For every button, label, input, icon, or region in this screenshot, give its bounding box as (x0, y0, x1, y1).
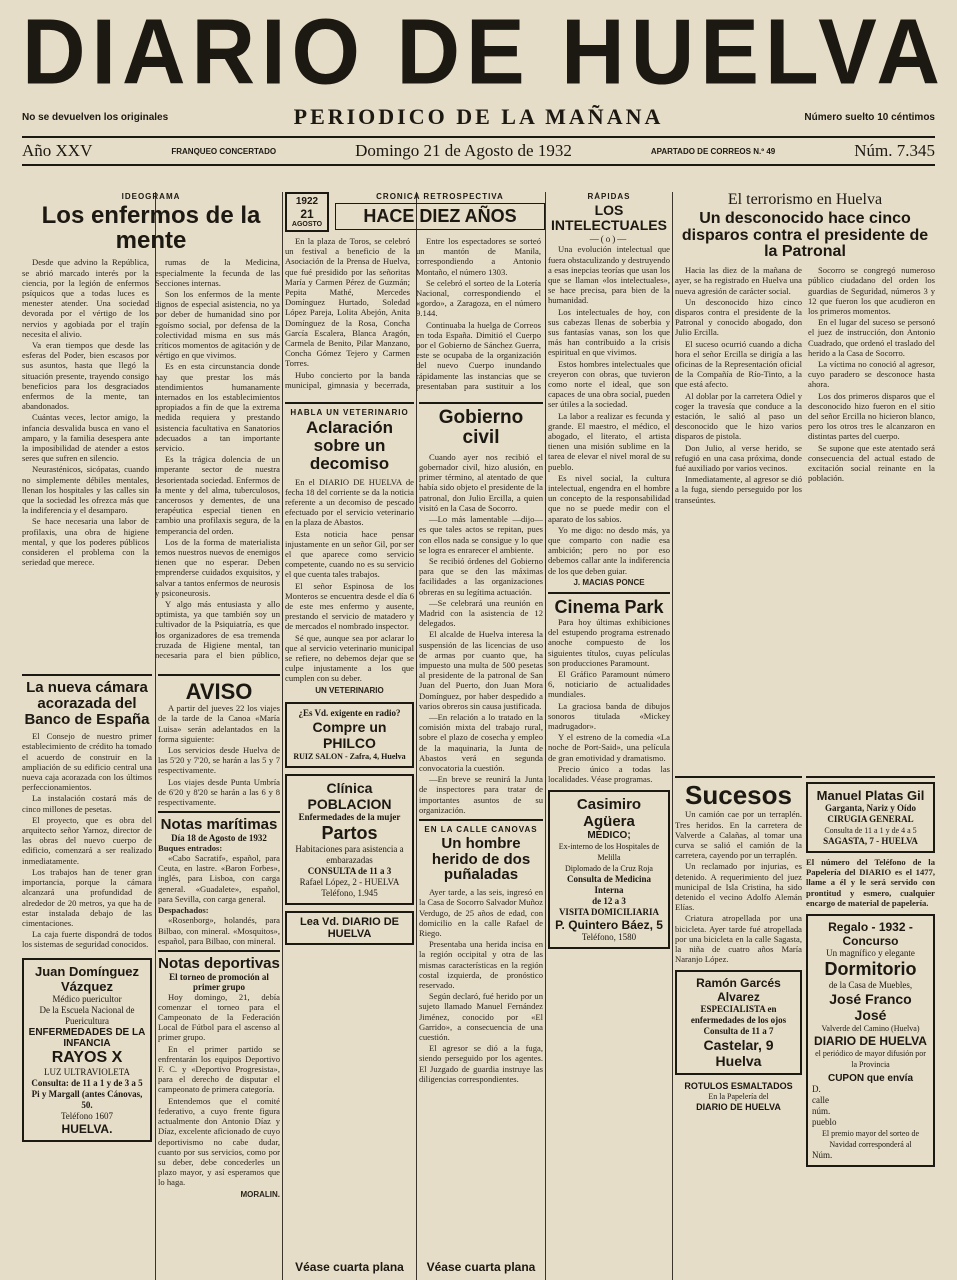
concurso-l1: Regalo - 1932 - Concurso (828, 920, 913, 949)
rotulos-l1: ROTULOS ESMALTADOS (684, 1081, 793, 1092)
ideograma-tag: IDEOGRAMA (121, 192, 181, 201)
canovas-p4: El agresor se dió a la fuga, siendo perseguido por los agentes. El Juzgado de guardia instruye las diligencias correspondientes. (419, 1043, 543, 1084)
retro-left-p1: En la plaza de Toros, se celebró un festival a beneficio de la Asociación de la Prensa de Huelva, que fué presidido por las señoritas María y Carmen Pérez de Guzmán; Pepita Mathé, Mercedes Domínguez Hurtado, Soledad López Pareja, Lolita Abejón, Anita Domínguez de la Rosa, Concha García Escalera, Blanca Aragón, Carmela de Benito, Pilar Manzano, Concha Gómez Tejero y Carmen Torres. (285, 236, 410, 369)
sucesos-p2: Un reclamado por injurias, es detenido. A requerimiento del juez municipal de Isla Cristina, ha sido detenido el vecino Adolfo Alemán Elías. (675, 861, 802, 913)
concurso-l5: José Franco José (829, 991, 912, 1024)
aguera-l4: Diplomado de la Cruz Roja (565, 864, 653, 874)
concurso-l13: pueblo (812, 1117, 837, 1128)
sucesos-p3: Criatura atropellada por una bicicleta. Ayer tarde fué atropellada por una bicicleta en la calle Sagasta, la niña de cuatro años María Naranjo López. (675, 913, 802, 965)
dominguez-l5: LUZ ULTRAVIOLETA (43, 1066, 131, 1077)
franqueo: FRANQUEO CONCERTADO (171, 146, 277, 156)
retrospectiva-tag: CRONICA RETROSPECTIVA (376, 192, 504, 201)
issue-number: Núm. 7.345 (854, 141, 935, 160)
aviso-p3: Los viajes desde Punta Umbría de 6'20 y 8'20 se harán a las 6 y 8 respectivamente. (158, 776, 280, 807)
camara-p3: El proyecto, que es obra del arquitecto señor Yarnoz, director de las obras del nuevo cuerpo de edificio, comenzará a ser realizado inmediatamente. (22, 814, 152, 866)
dominguez-l8: Teléfono 1607 (60, 1110, 114, 1121)
maritimas-despachados-label: Despachados: (158, 905, 209, 916)
aviso-title: AVISO (185, 679, 253, 704)
aguera-l1: Casimiro Agüera (576, 796, 642, 831)
aguera-l9: Teléfono, 1580 (581, 932, 637, 943)
philco-ad (285, 702, 414, 768)
concurso-l2: Un magnífico y elegante (826, 948, 915, 959)
column-5 (548, 192, 670, 1280)
terror-left-p2: Un desconocido hizo cinco disparos contra el presidente de la Patronal y conocido abogado, don Julio Ercilla. (675, 296, 802, 338)
concurso-l15: Núm. (812, 1150, 833, 1161)
clinica-l6: Rafael López, 2 - HUELVA (299, 876, 400, 887)
philco-l2: Compre un PHILCO (312, 718, 387, 751)
ideograma-p11: Y algo más entusiasta y allo optimista, ya que también soy un cultivador de la Psiquiatría, es que los organizadores de esa tremenda cruzada de Higiene mental, tan necesaria para el bien público, (155, 599, 280, 661)
sucesos-p1: Un camión cae por un terraplén. Tres heridos. En la carretera de Valverde a Calañas, al tomar una curva se salió el camión de la carretera, cayendo por un terraplén. (675, 809, 802, 861)
deportivas-p3: Entendemos que el comité federativo, a cuyo frente figura actualmente don Antonio Díaz y Díaz, excelente aficionado de cuyo deportivismo no cabe dudar, cuanto por sus servicios, como por su deber, debe concederles un plazo mayor, y así esperamos que lo haga. (158, 1095, 280, 1188)
aguera-ad (548, 790, 670, 949)
ideograma-p5: Se hace necesaria una labor de profilaxis, una obra de higiene mental, y que los poderes públicos consideren el problema con la seriedad que merece. (22, 516, 149, 568)
vet-tag: HABLA UN VETERINARIO (290, 408, 409, 417)
date-box-month: AGOSTO (291, 221, 323, 228)
intelectuales-p2: Los intelectuales de hoy, con sus cabezas llenas de soberbia y sus fantasías vanas, son los que más han contribuido a la crisis espiritual en que vivimos. (548, 306, 670, 358)
camara-headline: La nueva cámara acorazada del Banco de España (24, 679, 150, 728)
retro-right-p1: Entre los espectadores se sorteó un mantón de Manila, correspondiendo a Antonio Montaño, el número 1303. (416, 236, 541, 277)
camara-p5: La caja fuerte dispondrá de todos los sistemas de seguridad conocidos. (22, 929, 152, 950)
dominguez-l2: De la Escuela Nacional de Puericultura (39, 1004, 135, 1026)
camara-p2: La instalación costará más de cinco millones de pesetas. (22, 793, 152, 814)
concurso-l8: el periódico de mayor difusión por la Provincia (815, 1049, 926, 1070)
gobierno-p6: —En relación a lo tratado en la comisión mixta del trabajo rural, sobre el plazo de cosecha y empleo de la maquinaria, la Junta de Abastos verá en segunda convocatoria la cuestión. (419, 711, 543, 773)
aguera-l6: de 12 a 3 (592, 896, 626, 907)
dominguez-l4: RAYOS X (51, 1048, 123, 1066)
sucesos-column (675, 772, 802, 1280)
platas-l5: SAGASTA, 7 - HUELVA (823, 836, 918, 846)
dominguez-ad (22, 958, 152, 1142)
garces-l1: Ramón Garcés Alvarez (696, 976, 781, 1005)
terrorismo-headline: Un desconocido hace cinco disparos contra el presidente de la Patronal (681, 209, 929, 261)
gobierno-p2: —Lo más lamentable —dijo— es que tales actos se repitan, pues con ellos nada se consigue y lo que se logra es enrarecer el ambiente. (419, 514, 543, 555)
intelectuales-headline: LOS INTELECTUALES (551, 202, 667, 233)
clinica-l2: Enfermedades de la mujer (298, 811, 401, 822)
ideograma-p10: Los de la forma de materialista temos nuestros nuevos de enemigos tienen que no esperar. Deben emprenderse cuidados exquisitos, y salvar a tantos enfermos de neurosis y psiconeurosis. (155, 536, 280, 598)
ideograma-p6: rumas de la Medicina, especialmente la fecunda de las Secciones internas. (155, 257, 280, 288)
terror-right-p4: Los dos primeros disparos que el desconocido hizo fueron en el sitio del señor Ercilla no hicieron blanco, pero los otros tres le alcanzaron en distintas partes del cuerpo. (808, 390, 935, 442)
aguera-l8: P. Quintero Báez, 5 (555, 918, 663, 933)
philco-l3: RUIZ SALON - Zafra, 4, Huelva (293, 751, 406, 761)
platas-l3: CIRUGIA GENERAL (827, 814, 914, 824)
retrospectiva-headline: HACE DIEZ AÑOS (335, 203, 545, 230)
dominguez-l7: Pi y Margall (antes Cánovas, 50. (31, 1088, 143, 1110)
date-box-year: 1922 (295, 196, 319, 207)
clinica-l3: Partos (321, 822, 378, 843)
column-3 (285, 192, 545, 392)
terror-left-p3: El suceso ocurrió cuando a dicha hora el señor Ercilla se dirigía a las oficinas de la Representación oficial de la Compañía de Río-Tinto, a la que está afecto. (675, 338, 802, 390)
vet-p1: En el DIARIO DE HUELVA de fecha 18 del corriente se da la noticia referente a un decomiso de pescado efectuado por el servicio veterinario en la plaza de Abastos. (285, 476, 414, 528)
ideograma-article (22, 192, 280, 662)
masthead-right-note: Número suelto 10 céntimos (804, 111, 935, 123)
maritimas-despachados: «Rosenborg», holandés, para Bilbao, con mineral. «Mosquitos», español, para Bilbao, con mineral. (158, 915, 280, 946)
aviso-p1: A partir del jueves 22 los viajes de la tarde de la Canoa «María Luisa» serán adelantados en la forma siguiente: (158, 703, 280, 744)
column-1-lower (22, 670, 152, 1280)
retro-right-p3: Continuaba la huelga de Correos en toda España. Dimitió el Cuerpo por el Gobierno de Sánchez Guerra, este se ocupaba de la organización del nuevo Cuerpo inundando rápidamente las instancias que se presentaban para sustituir a los (416, 319, 541, 391)
camara-p1: El Consejo de nuestro primer establecimiento de crédito ha tomado el acuerdo de construir en la ampliación de su edificio central una nueva caja acorazada con los últimos perfeccionamientos. (22, 731, 152, 793)
anniversary-date-box (285, 192, 329, 232)
platas-ad (806, 782, 935, 853)
dominguez-name: Juan Domínguez Vázquez (34, 963, 139, 994)
clinica-l4: Habitaciones para asistencia a embarazadas (295, 843, 404, 865)
ideograma-headline: Los enfermos de la mente (41, 202, 261, 255)
dateline (22, 136, 935, 166)
cinema-p5: Precio único a todas las localidades. Véase programas. (548, 763, 670, 785)
masthead-title: DIARIO DE HUELVA (22, 0, 946, 104)
vet-p3: El señor Espinosa de los Monteros se encuentra desde el día 6 de este mes enfermo y ausente, prestando el servicio de matadero y de mercados el nombrado inspector. (285, 580, 414, 632)
intelectuales-p6: Yo me digo: no desdo más, ya que comparto con nadie esa ambición; pero no por eso debemos callar ante la indiferencia de los que deben guiar. (548, 524, 670, 576)
cinema-p4: Y el estreno de la comedia «La noche de Port-Said», una película de gran emotividad y dramatismo. (548, 732, 670, 763)
ideograma-p3: Cuántas veces, lector amigo, la infancia desvalida busca en vano el amparo, y la familia desespera ante la imposibilidad de atender a estos seres que sufren en silencio. (22, 412, 149, 464)
terror-right-p2: En el lugar del suceso se personó el juez de instrucción, don Antonio Cuadrado, que ordenó el traslado del herido a la Casa de Socorro. (808, 317, 935, 358)
maritimas-title: Notas marítimas (160, 816, 278, 834)
platas-l2: Garganta, Nariz y Oído (825, 803, 916, 813)
aguera-l5: Consulta de Medicina Interna (566, 874, 651, 896)
cinema-p3: La graciosa banda de dibujos sonoros titulada «Mickey madrugador». (548, 700, 670, 731)
philco-l1: ¿Es Vd. exigente en radio? (298, 707, 401, 718)
canovas-tag: EN LA CALLE CANOVAS (424, 824, 538, 834)
intelectuales-p1: Una evolución intelectual que fuera obstaculizando y destruyendo a esas inepcias teorías que usan los que se llaman «los intelectuales», se hace precisa, para bien de la humanidad. (548, 244, 670, 306)
platas-l4: Consulta de 11 a 1 y de 4 a 5 (824, 826, 917, 835)
gobierno-headline: Gobierno civil (438, 407, 524, 448)
retro-left-p2: Hubo concierto por la banda municipal, gimnasia y becerrada, (285, 369, 410, 390)
column-4 (419, 398, 543, 1280)
ideograma-p7: Son los enfermos de la mente dignos de especial asistencia, no ya por deber de humanidad sino por egoísmo social, por defensa de la colectividad misma en sus más críticos momentos de agitación y de vértigo en que vivimos. (155, 288, 280, 361)
vet-p4: Sé que, aunque sea por aclarar lo que al servicio veterinario municipal se refiere, no debemos dejar que se culpe injustamente a los que cumplen con su deber. (285, 632, 414, 684)
telefono-note: El número del Teléfono de la Papelería del DIARIO es el 1477, llame a él y le será servido con prontitud y esmero, cualquier encargo de material de papelería. (806, 857, 935, 908)
date-box-day: 21 (300, 207, 314, 221)
vet-headline: Aclaración sobre un decomiso (306, 418, 393, 473)
concurso-l10: D. (812, 1084, 821, 1095)
concurso-l3: Dormitorio (824, 959, 917, 980)
aguera-l7: VISITA DOMICILIARIA (558, 907, 660, 918)
columns (22, 192, 935, 1280)
ideograma-p8: Es en esta circunstancia donde hay que prestar los más atendimientos humanamente internados en los establecimientos apropiados a fin de que la extrema medida requiera y prestando asistencia facultativa en Sanatorios adecuados a tan importante servicio. (155, 361, 280, 454)
concurso-l11: calle (812, 1095, 829, 1106)
clinica-ad (285, 774, 414, 905)
clinica-l1: Clínica POBLACION (307, 779, 392, 812)
concurso-l12: núm. (812, 1106, 831, 1117)
vet-p2: Esta noticia hace pensar injustamente en un señor Gil, por ser el que aparece como servicio competente, cuando no es su servicio el que cuenta tales trabajos. (285, 528, 414, 580)
cinema-title: Cinema Park (554, 597, 664, 618)
deportivas-p2: En el primer partido se enfrentarán los equipos Deportivo F. C. y «Deportivo Progresista», para el derecho de disputar el campeonato de primera categoría. (158, 1043, 280, 1095)
concurso-l14: El premio mayor del sorteo de Navidad corresponderá al (821, 1129, 920, 1150)
gobierno-p5: El alcalde de Huelva interesa la suspensión de las licencias de uso de armas por cuanto que, ha impuesto una multa de 500 pesetas al presidente de la patronal de San Juan del Puerto, don Juan Mora Domínguez, por haber despedido a varios obreros sin causa justificada. (419, 629, 543, 711)
aviso-p2: Los servicios desde Huelva de las 5'20 y 7'20, se harán a las 5 y 7 respectivamente. (158, 744, 280, 776)
gobierno-p3: Se recibió órdenes del Gobierno para que se den las máximas facilidades a las organizaciones obreras en su legítima actuación. (419, 555, 543, 597)
apartado: APARTADO DE CORREOS N.º 49 (650, 146, 776, 156)
ornament: —(o)— (589, 234, 629, 245)
canovas-p1: Ayer tarde, a las seis, ingresó en la Casa de Socorro Salvador Muñoz Verdugo, de 25 años de edad, con domicilio en la calle Rafael de Riego. (419, 887, 543, 939)
canovas-p3: Según declaró, fué herido por un sujeto llamado Manuel Fernández Jiménez, conocido por «El Garrido», a consecuencia de una cuestión. (419, 991, 543, 1043)
dominguez-l9: HUELVA. (61, 1121, 113, 1136)
terror-left-p1: Hacia las diez de la mañana de ayer, se ha registrado en Huelva una nueva agresión de carácter social. (675, 265, 802, 296)
dominguez-l3: ENFERMEDADES DE LA INFANCIA (28, 1026, 146, 1049)
rapidas-tag: RÁPIDAS (587, 192, 631, 201)
dominguez-l6: Consulta: de 11 a 1 y de 3 a 5 (31, 1077, 143, 1088)
rotulos-l3: DIARIO DE HUELVA (696, 1102, 781, 1113)
maritimas-entradas-label: Buques entrados: (158, 842, 223, 853)
masthead-subtitle: PERIODICO DE LA MAÑANA (293, 104, 664, 129)
sucesos-title: Sucesos (685, 780, 792, 810)
masthead-left-note: No se devuelven los originales (22, 111, 169, 123)
dominguez-l1: Médico puericultor (52, 993, 122, 1004)
intelectuales-p5: Es nivel social, la cultura intelectual, engendra en el hombre un concepto de la responsabilidad que no se puede medir con el aparato de los sabios. (548, 472, 670, 524)
concurso-l6: Valverde del Camino (Huelva) (821, 1024, 920, 1034)
ideograma-p9: Es la trágica dolencia de un imperante sector de nuestra desorientada sociedad. Enfermos de la mente y del alma, tuberculosos, cancerosos y dementes, de una terapéutica especial tienen en cambio una profilaxis segura, de la temperancia del orden. (155, 454, 280, 536)
concurso-l4: de la Casa de Muebles, (828, 980, 913, 991)
ideograma-p4: Neurasténicos, sicópatas, cuando no simplemente débiles mentales, llenan los hospitales y las calles sin que la sociedad les ofrezca más que la indiferencia y el desamparo. (22, 464, 149, 516)
rotulos-l2: En la Papelería del (708, 1092, 769, 1102)
garces-ad (675, 970, 802, 1075)
garces-l3: enfermedades de los ojos (690, 1015, 787, 1026)
terror-right-p1: Socorro se congregó numeroso público ciudadano del orden los guardias de Seguridad, números 3 y 12 que fueron los que acudieron en los primeros momentos. (808, 265, 935, 316)
ideograma-p2: Va eran tiempos que desde las esferas del Poder, bien escasos por sus asuntos, hasta que llegó la situación presente, trayendo consigo beneficios para los desgraciados enfermos de la mente, tan abandonados. (22, 340, 149, 412)
cinema-p2: El Gráfico Paramount número 6, noticiario de actualidades mundiales. (548, 668, 670, 700)
intelectuales-p4: La labor a realizar es fecunda y grande. El maestro, el médico, el abogado, el literato, el artista tienen una misión sublime en la tarea de elevar el nivel moral de su pueblo. (548, 410, 670, 472)
intelectuales-signature: J. MACIAS PONCE (573, 577, 645, 587)
aguera-l3: Ex-interno de los Hospitales de Melilla (558, 842, 660, 863)
terrorismo-kicker: El terrorismo en Huelva (727, 192, 883, 208)
deportivas-title: Notas deportivas (158, 954, 280, 972)
lea-diario: Lea Vd. DIARIO DE HUELVA (285, 911, 414, 945)
canovas-headline: Un hombre herido de dos puñaladas (431, 834, 531, 884)
cinema-p1: Para hoy últimas exhibiciones del estupendo programa estrenado anoche compuesto de los siguientes títulos, cuyas películas son producciones Paramount. (548, 616, 670, 668)
vet-signature: UN VETERINARIO (315, 685, 384, 695)
camara-p4: Los trabajos han de tener gran importancia, porque la cámara alcanzará una profundidad de alrededor de 20 metros, ya que ha de estar instalada debajo de las cimentaciones. (22, 866, 152, 928)
vease-cuarta-col4: Véase cuarta plana (426, 1260, 536, 1274)
masthead-row (22, 102, 935, 132)
clinica-l7: Teléfono, 1.945 (321, 887, 378, 898)
garces-l5: Castelar, 9 Huelva (703, 1037, 774, 1070)
aguera-l2: MÉDICO; (587, 830, 631, 842)
platas-l1: Manuel Platas Gil (816, 788, 925, 803)
retro-right-p2: Se celebró el sorteo de la Lotería Nacional, correspondiendo el «gordo», a Zaragoza, en el número 9.144. (416, 277, 541, 319)
issue-date: Domingo 21 de Agosto de 1932 (355, 141, 572, 160)
terror-left-p4: Al doblar por la carretera Odiel y coger la travesía que conduce a la estación, le salió al paso un desconocido que le hizo varios disparos de pistola. (675, 390, 802, 442)
ads-right-column (806, 772, 935, 1280)
terror-left-p6: Inmediatamente, al agresor se dió a la fuga, siendo perseguido por los transeúntes. (675, 474, 802, 505)
maritimas-entradas: «Cabo Sacratif», español, para Ceuta, en lastre. «Baron Forbes», inglés, para Lisboa, con carga general. «Guadalete», español, para Sevilla, con carga general. (158, 853, 280, 904)
deportivas-p1: Hoy domingo, 21, debía comenzar el torneo para el Campeonato de la Federación Local de Fútbol para el ascenso al primer grupo. (158, 991, 280, 1043)
terror-right-p5: Se supone que este atentado será consecuencia del actual estado de excitación social reinante en la población. (808, 442, 935, 484)
vease-cuarta-col3: Véase cuarta plana (295, 1260, 404, 1274)
concurso-ad (806, 914, 935, 1167)
gobierno-p1: Cuando ayer nos recibió el gobernador civil, hizo alusión, en primer término, al atentado de que había sido objeto el presidente de la patronal, don Julio Ercilla, a quien visitó en la Casa de Socorro. (419, 451, 543, 513)
garces-l2: ESPECIALISTA en (700, 1004, 777, 1015)
year: Año XXV (22, 141, 93, 160)
terror-right-p3: La víctima no conoció al agresor, cuyo paradero se desconoce hasta ahora. (808, 359, 935, 390)
column-3-lower (285, 398, 414, 1280)
rotulos-ad (675, 1081, 802, 1112)
canovas-p2: Presentaba una herida incisa en la región occipital y otra de las mismas características en la región costal izquierda, de pronóstico reservado. (419, 939, 543, 991)
concurso-l7: DIARIO DE HUELVA (814, 1034, 927, 1049)
gobierno-p7: —En breve se reunirá la Junta de inspectores para tratar de importantes asuntos de su organización. (419, 774, 543, 815)
column-2-lower (158, 670, 280, 1280)
ideograma-p1: Desde que advino la República, se abrió marcado interés por la ciencia, por la legión de enfermos psíquicos que a todas luces es menester atender. Una sociedad devorada por el vértigo de los nervios y agobiada por el trajín necesita el alivio. (22, 257, 149, 339)
gobierno-p4: —Se celebrará una reunión en Madrid con la asistencia de 12 delegados. (419, 597, 543, 629)
intelectuales-p3: Estos hombres intelectuales que creyeron con obras, que tuvieron como norte el ideal, que son capaces de una obra social, pueden ser útiles a la sociedad. (548, 358, 670, 410)
clinica-l5: CONSULTA de 11 a 3 (307, 865, 392, 876)
terror-left-p5: Don Julio, al verse herido, se refugió en una casa próxima, donde fué auxiliado por varios vecinos. (675, 442, 802, 474)
deportivas-signature: MORALIN. (240, 1189, 280, 1199)
deportivas-subtitle: El torneo de promoción al primer grupo (169, 971, 269, 992)
maritimas-date: Día 18 de Agosto de 1932 (171, 832, 267, 843)
concurso-l9: CUPON que envía (827, 1073, 914, 1085)
garces-l4: Consulta de 11 a 7 (703, 1026, 774, 1037)
